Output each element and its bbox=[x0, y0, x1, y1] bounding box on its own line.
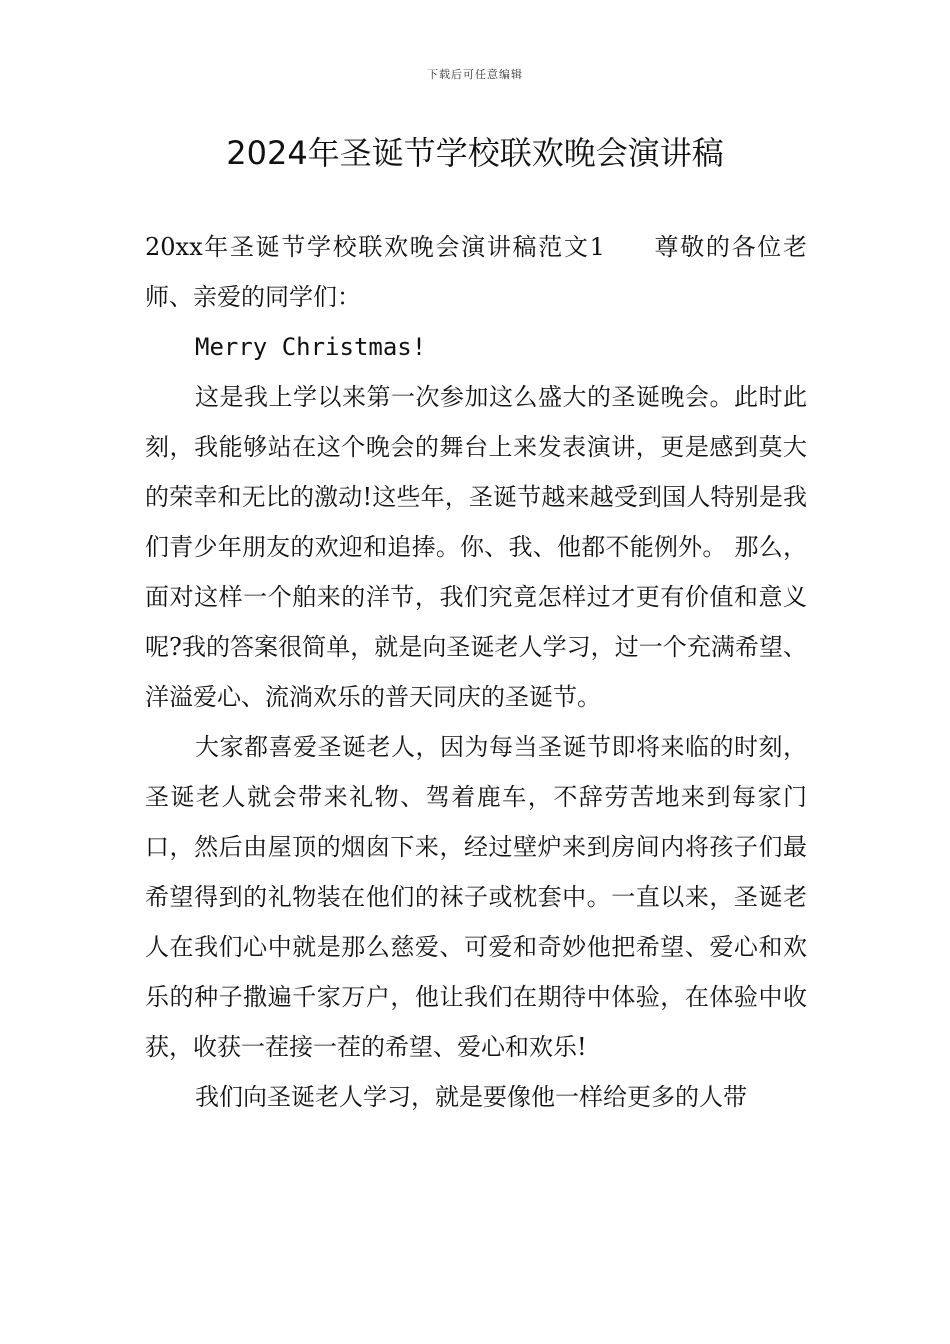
paragraph-3: 我们向圣诞老人学习，就是要像他一样给更多的人带 bbox=[195, 1083, 747, 1111]
paragraph-2: 大家都喜爱圣诞老人，因为每当圣诞节即将来临的时刻，圣诞老人就会带来礼物、驾着鹿车，不辞劳苦地来到每家门口，然后由屋顶的烟囱下来，经过壁炉来到房间内将孩子们最希望得到的礼物装在他们的袜子或枕套中。一直以来，圣诞老人在我们心中就是那么慈爱、可爱和奇妙他把希望、爱心和欢乐的种子撒遍千家万户，他让我们在期待中体验，在体验中收获，收获一茬接一茬的希望、爱心和欢乐! bbox=[145, 733, 807, 1061]
document-title: 2024年圣诞节学校联欢晚会演讲稿 bbox=[226, 134, 724, 172]
header-note: 下载后可任意编辑 bbox=[427, 68, 523, 81]
paragraph-greeting: Merry Christmas! bbox=[195, 333, 427, 361]
paragraph-1: 这是我上学以来第一次参加这么盛大的圣诞晚会。此时此刻，我能够站在这个晚会的舞台上来发表演讲，更是感到莫大的荣幸和无比的激动!这些年，圣诞节越来越受到国人特别是我们青少年朋友的欢迎和追捧。你、我、他都不能例外。 那么，面对这样一个舶来的洋节，我们究竟怎样过才更有价值和意义呢?我的答案很简单，就是向圣诞老人学习，过一个充满希望、洋溢爱心、流淌欢乐的普天同庆的圣诞节。 bbox=[145, 383, 807, 711]
doc-label: 20xx年圣诞节学校联欢晚会演讲稿范文1 bbox=[145, 233, 605, 261]
document-body bbox=[145, 222, 807, 1122]
salutation: 尊敬的各位老师、亲爱的同学们： bbox=[145, 233, 807, 311]
intro-paragraph bbox=[145, 222, 807, 322]
